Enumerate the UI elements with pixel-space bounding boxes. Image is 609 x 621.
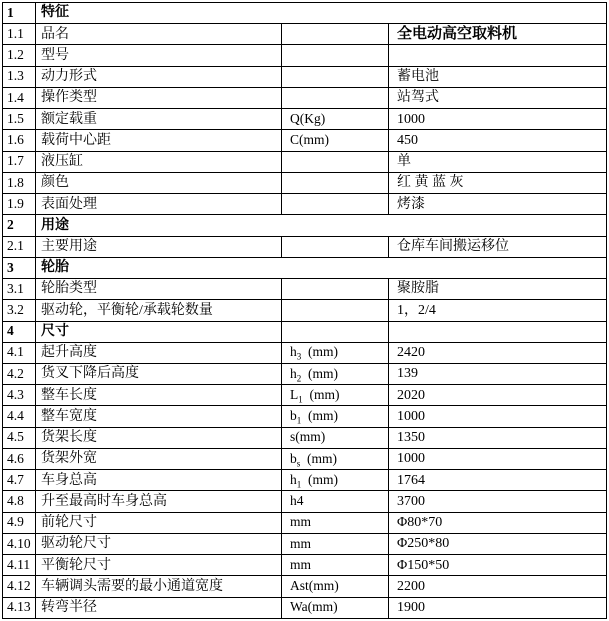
section-row bbox=[3, 321, 607, 342]
value-cell: Φ250*80 bbox=[389, 533, 607, 554]
label-cell: 额定载重 bbox=[36, 109, 282, 130]
label-cell: 车身总高 bbox=[36, 470, 282, 491]
row-number-cell: 1.1 bbox=[3, 24, 36, 45]
row-number-cell: 1 bbox=[3, 3, 36, 24]
table-row bbox=[3, 491, 607, 512]
table-row bbox=[3, 448, 607, 469]
table-row bbox=[3, 300, 607, 321]
row-number-cell: 4.1 bbox=[3, 342, 36, 363]
label-cell: 液压缸 bbox=[36, 151, 282, 172]
label-cell: 主要用途 bbox=[36, 236, 282, 257]
table-row bbox=[3, 427, 607, 448]
label-cell: 颜色 bbox=[36, 172, 282, 193]
row-number-cell: 2 bbox=[3, 215, 36, 236]
label-cell: 驱动轮，平衡轮/承载轮数量 bbox=[36, 300, 282, 321]
label-cell: 驱动轮尺寸 bbox=[36, 533, 282, 554]
symbol-cell: $L_1$ (mm) bbox=[282, 385, 389, 406]
label-cell: 轮胎类型 bbox=[36, 279, 282, 300]
symbol-subscript: 1 bbox=[298, 394, 303, 405]
section-row bbox=[3, 215, 607, 236]
symbol-cell bbox=[282, 236, 389, 257]
table-row bbox=[3, 236, 607, 257]
value-cell: 3700 bbox=[389, 491, 607, 512]
symbol-cell bbox=[282, 279, 389, 300]
table-row bbox=[3, 130, 607, 151]
table-row bbox=[3, 533, 607, 554]
spec-table bbox=[2, 2, 607, 619]
table-row bbox=[3, 406, 607, 427]
symbol-cell bbox=[282, 45, 389, 66]
row-number-cell: 3 bbox=[3, 257, 36, 278]
row-number-cell: 4.6 bbox=[3, 448, 36, 469]
value-cell: 单 bbox=[389, 151, 607, 172]
row-number-cell: 4.5 bbox=[3, 427, 36, 448]
label-cell: 型号 bbox=[36, 45, 282, 66]
value-cell: 1350 bbox=[389, 427, 607, 448]
symbol-cell: mm bbox=[282, 533, 389, 554]
table-row bbox=[3, 385, 607, 406]
symbol-cell: s(mm) bbox=[282, 427, 389, 448]
row-number-cell: 1.2 bbox=[3, 45, 36, 66]
table-row bbox=[3, 342, 607, 363]
row-number-cell: 4.11 bbox=[3, 555, 36, 576]
row-number-cell: 1.7 bbox=[3, 151, 36, 172]
table-row bbox=[3, 555, 607, 576]
label-cell: 载荷中心距 bbox=[36, 130, 282, 151]
value-cell bbox=[389, 45, 607, 66]
symbol-cell bbox=[282, 172, 389, 193]
symbol-subscript: 2 bbox=[296, 373, 302, 384]
label-cell: 车辆调头需要的最小通道宽度 bbox=[36, 576, 282, 597]
symbol-cell: $b_1$ (mm) bbox=[282, 406, 389, 427]
value-cell: 红 黄 蓝 灰 bbox=[389, 172, 607, 193]
row-number-cell: 4 bbox=[3, 321, 36, 342]
label-cell: 货架长度 bbox=[36, 427, 282, 448]
table-row bbox=[3, 597, 607, 618]
symbol-subscript: 3 bbox=[296, 352, 302, 363]
row-number-cell: 4.10 bbox=[3, 533, 36, 554]
symbol-cell: Q(Kg) bbox=[282, 109, 389, 130]
label-cell: 操作类型 bbox=[36, 87, 282, 108]
row-number-cell: 4.12 bbox=[3, 576, 36, 597]
label-cell: 转弯半径 bbox=[36, 597, 282, 618]
value-cell: 1900 bbox=[389, 597, 607, 618]
symbol-cell: $b_s$ (mm) bbox=[282, 448, 389, 469]
value-cell: 1764 bbox=[389, 470, 607, 491]
symbol-cell bbox=[282, 66, 389, 87]
value-cell: 全电动高空取料机 bbox=[389, 24, 607, 45]
value-cell: 450 bbox=[389, 130, 607, 151]
table-row bbox=[3, 151, 607, 172]
section-title-cell: 轮胎 bbox=[36, 257, 607, 278]
table-row bbox=[3, 172, 607, 193]
row-number-cell: 1.3 bbox=[3, 66, 36, 87]
table-row bbox=[3, 87, 607, 108]
value-cell: 仓库车间搬运移位 bbox=[389, 236, 607, 257]
spec-table-body bbox=[3, 3, 607, 619]
value-cell: 蓄电池 bbox=[389, 66, 607, 87]
symbol-cell: $h_2$ (mm) bbox=[282, 363, 389, 384]
label-cell: 品名 bbox=[36, 24, 282, 45]
section-row bbox=[3, 257, 607, 278]
table-row bbox=[3, 66, 607, 87]
row-number-cell: 1.9 bbox=[3, 194, 36, 215]
label-cell: 整车宽度 bbox=[36, 406, 282, 427]
row-number-cell: 4.8 bbox=[3, 491, 36, 512]
section-title-cell: 用途 bbox=[36, 215, 607, 236]
table-row bbox=[3, 576, 607, 597]
table-row bbox=[3, 512, 607, 533]
symbol-cell: mm bbox=[282, 512, 389, 533]
row-number-cell: 2.1 bbox=[3, 236, 36, 257]
table-row bbox=[3, 363, 607, 384]
row-number-cell: 1.8 bbox=[3, 172, 36, 193]
value-cell bbox=[389, 321, 607, 342]
value-cell: 139 bbox=[389, 363, 607, 384]
value-cell: 1000 bbox=[389, 109, 607, 130]
section-row bbox=[3, 3, 607, 24]
value-cell: 烤漆 bbox=[389, 194, 607, 215]
symbol-cell bbox=[282, 151, 389, 172]
symbol-subscript: 1 bbox=[296, 415, 302, 426]
label-cell: 表面处理 bbox=[36, 194, 282, 215]
symbol-subscript: s bbox=[296, 458, 301, 469]
section-title-cell: 尺寸 bbox=[36, 321, 282, 342]
value-cell: 1000 bbox=[389, 448, 607, 469]
row-number-cell: 4.3 bbox=[3, 385, 36, 406]
value-cell: 1000 bbox=[389, 406, 607, 427]
row-number-cell: 1.6 bbox=[3, 130, 36, 151]
table-row bbox=[3, 279, 607, 300]
value-cell: 2420 bbox=[389, 342, 607, 363]
table-row bbox=[3, 109, 607, 130]
row-number-cell: 4.4 bbox=[3, 406, 36, 427]
symbol-cell bbox=[282, 321, 389, 342]
symbol-cell: $h_3$ (mm) bbox=[282, 342, 389, 363]
label-cell: 货架外宽 bbox=[36, 448, 282, 469]
value-cell: 站驾式 bbox=[389, 87, 607, 108]
row-number-cell: 3.2 bbox=[3, 300, 36, 321]
symbol-cell: $h_1$ (mm) bbox=[282, 470, 389, 491]
symbol-cell bbox=[282, 87, 389, 108]
label-cell: 货叉下降后高度 bbox=[36, 363, 282, 384]
table-row bbox=[3, 24, 607, 45]
label-cell: 升至最高时车身总高 bbox=[36, 491, 282, 512]
table-row bbox=[3, 194, 607, 215]
symbol-cell: C(mm) bbox=[282, 130, 389, 151]
symbol-cell bbox=[282, 300, 389, 321]
label-cell: 起升高度 bbox=[36, 342, 282, 363]
section-title-cell: 特征 bbox=[36, 3, 607, 24]
symbol-cell bbox=[282, 194, 389, 215]
value-cell: 2020 bbox=[389, 385, 607, 406]
symbol-cell bbox=[282, 24, 389, 45]
value-cell: Φ150*50 bbox=[389, 555, 607, 576]
symbol-cell: Wa(mm) bbox=[282, 597, 389, 618]
value-cell: Φ80*70 bbox=[389, 512, 607, 533]
symbol-subscript: 1 bbox=[296, 479, 302, 490]
row-number-cell: 4.2 bbox=[3, 363, 36, 384]
label-cell: 整车长度 bbox=[36, 385, 282, 406]
row-number-cell: 4.9 bbox=[3, 512, 36, 533]
row-number-cell: 1.4 bbox=[3, 87, 36, 108]
row-number-cell: 1.5 bbox=[3, 109, 36, 130]
value-cell: 聚胺脂 bbox=[389, 279, 607, 300]
symbol-cell: mm bbox=[282, 555, 389, 576]
row-number-cell: 4.13 bbox=[3, 597, 36, 618]
label-cell: 动力形式 bbox=[36, 66, 282, 87]
row-number-cell: 4.7 bbox=[3, 470, 36, 491]
table-row bbox=[3, 45, 607, 66]
symbol-cell: Ast(mm) bbox=[282, 576, 389, 597]
label-cell: 前轮尺寸 bbox=[36, 512, 282, 533]
table-row bbox=[3, 470, 607, 491]
value-cell: 2200 bbox=[389, 576, 607, 597]
value-cell: 1，2/4 bbox=[389, 300, 607, 321]
label-cell: 平衡轮尺寸 bbox=[36, 555, 282, 576]
row-number-cell: 3.1 bbox=[3, 279, 36, 300]
symbol-cell: h4 bbox=[282, 491, 389, 512]
